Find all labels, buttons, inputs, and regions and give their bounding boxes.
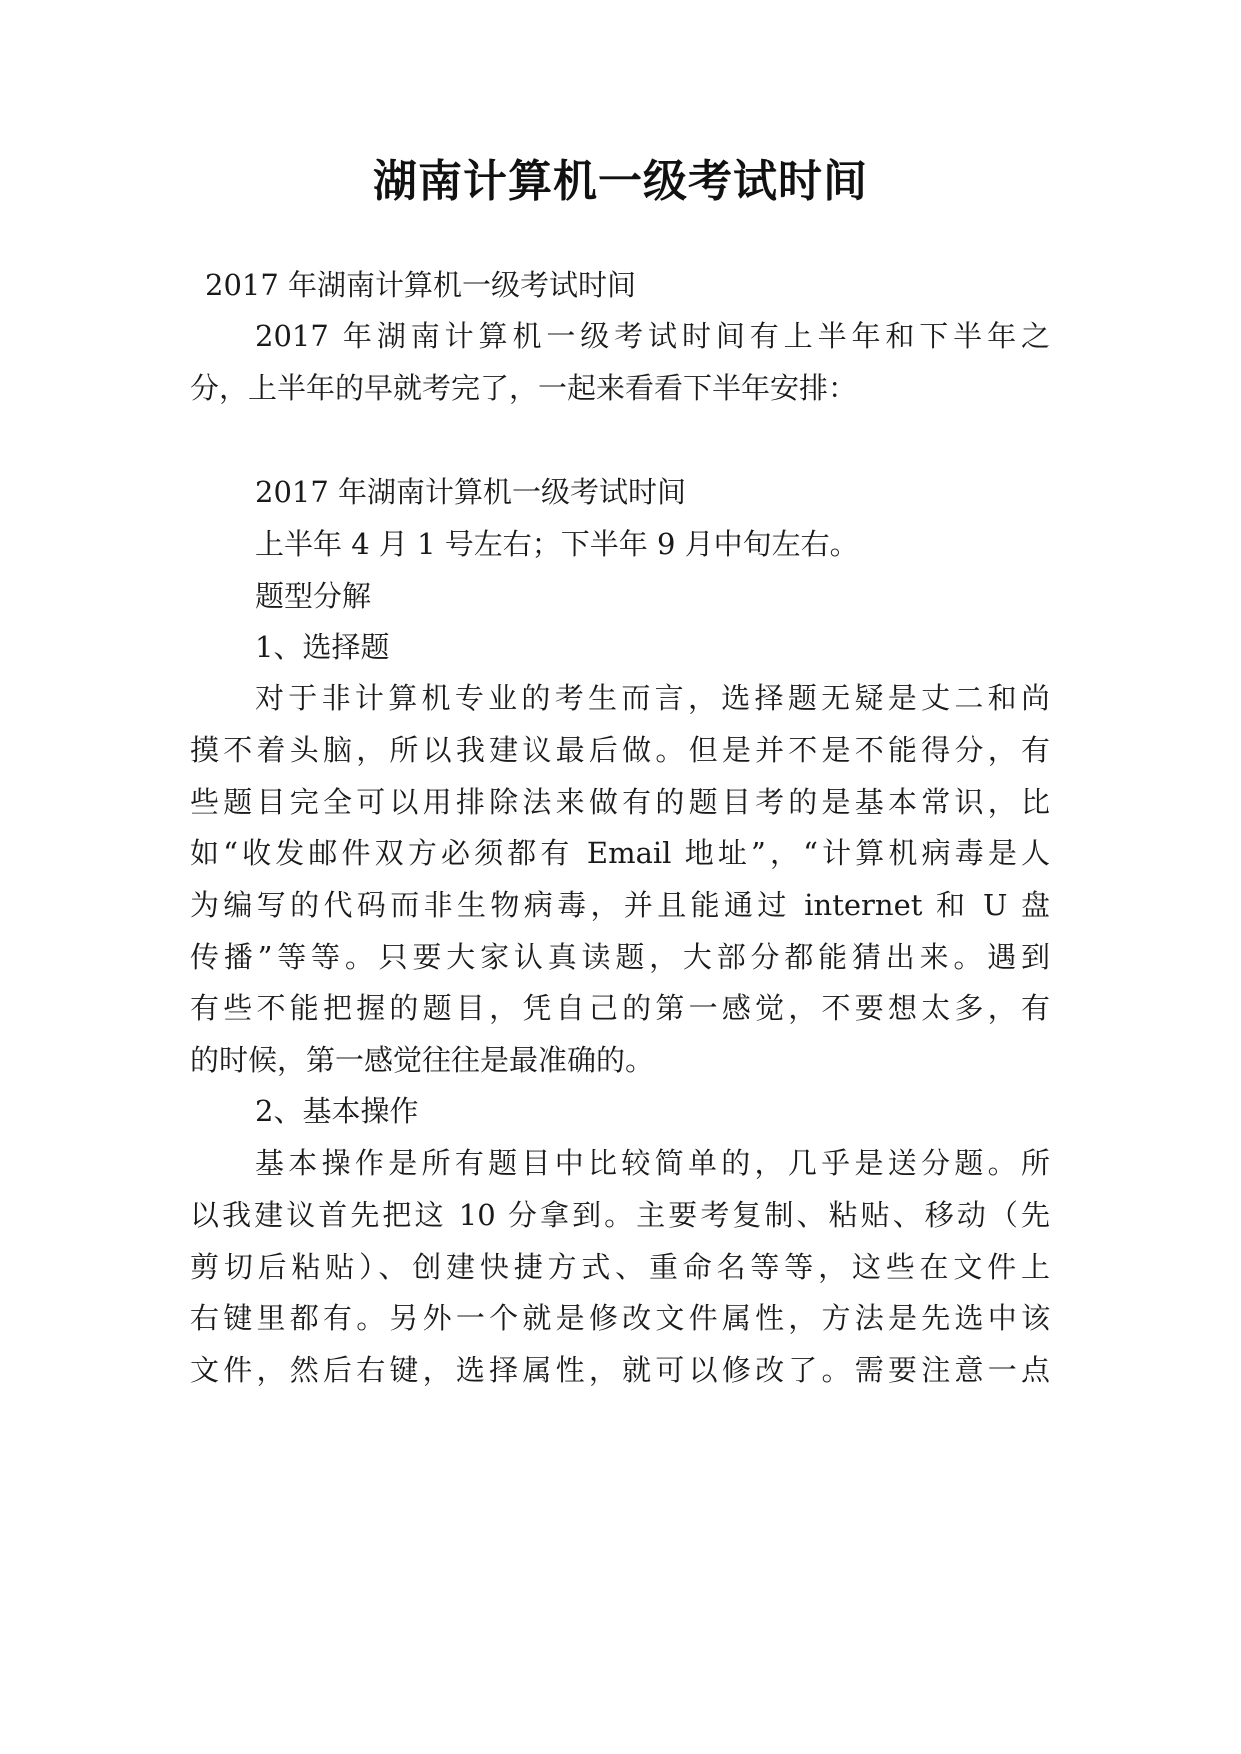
paragraph-line: 右键里都有。另外一个就是修改文件属性，方法是先选中该 xyxy=(190,1301,1050,1335)
paragraph-line: 文件，然后右键，选择属性，就可以修改了。需要注意一点 xyxy=(190,1353,1050,1387)
section-heading: 2、基本操作 xyxy=(255,1094,419,1128)
paragraph-line: 基本操作是所有题目中比较简单的，几乎是送分题。所 xyxy=(255,1146,1050,1180)
paragraph-line: 为编写的代码而非生物病毒，并且能通过 internet 和 U 盘 xyxy=(190,888,1050,922)
paragraph-line: 对于非计算机专业的考生而言，选择题无疑是丈二和尚 xyxy=(255,681,1050,715)
paragraph-line: 如“收发邮件双方必须都有 Email 地址”，“计算机病毒是人 xyxy=(190,836,1050,870)
document-title: 湖南计算机一级考试时间 xyxy=(373,156,868,207)
paragraph-line: 2017 年湖南计算机一级考试时间有上半年和下半年之 xyxy=(255,319,1050,353)
paragraph-line: 剪切后粘贴）、创建快捷方式、重命名等等，这些在文件上 xyxy=(190,1250,1050,1284)
paragraph-line: 摸不着头脑，所以我建议最后做。但是并不是不能得分，有 xyxy=(190,733,1050,767)
paragraph-line: 分，上半年的早就考完了，一起来看看下半年安排： xyxy=(190,371,858,405)
paragraph-line: 些题目完全可以用排除法来做有的题目考的是基本常识，比 xyxy=(190,785,1050,819)
paragraph-line: 以我建议首先把这 10 分拿到。主要考复制、粘贴、移动（先 xyxy=(190,1198,1050,1232)
section-heading: 题型分解 xyxy=(255,579,372,613)
paragraph-line: 传播”等等。只要大家认真读题，大部分都能猜出来。遇到 xyxy=(190,940,1050,974)
paragraph-line: 的时候，第一感觉往往是最准确的。 xyxy=(190,1043,655,1077)
section-heading: 1、选择题 xyxy=(255,630,390,664)
heading-line: 2017 年湖南计算机一级考试时间 xyxy=(205,268,637,302)
paragraph-line: 上半年 4 月 1 号左右；下半年 9 月中旬左右。 xyxy=(255,527,859,561)
paragraph-line: 2017 年湖南计算机一级考试时间 xyxy=(255,475,687,509)
paragraph-line: 有些不能把握的题目，凭自己的第一感觉，不要想太多，有 xyxy=(190,991,1050,1025)
